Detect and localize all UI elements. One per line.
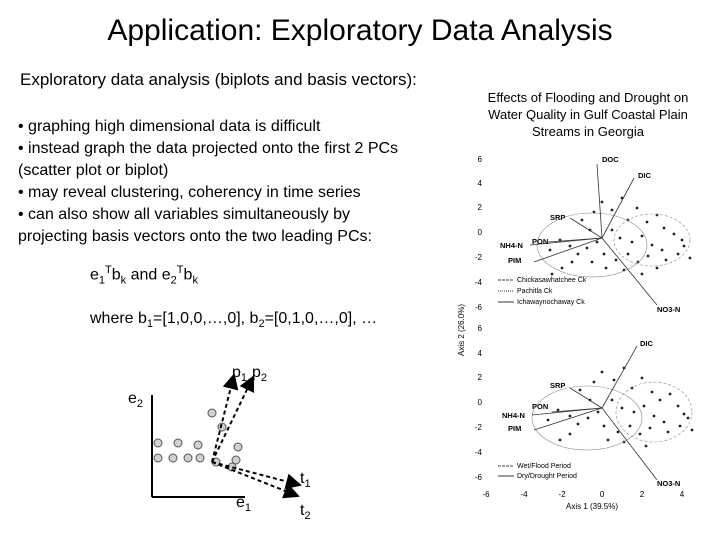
y-tick: 6 <box>477 324 482 333</box>
cluster-ellipse <box>616 382 692 442</box>
bottom-vectors <box>532 346 657 480</box>
x-tick: -4 <box>520 490 528 499</box>
bullet-item: • may reveal clustering, coherency in time series <box>18 184 361 201</box>
e2-label: $e_2$ <box>128 390 144 410</box>
y-tick: -2 <box>474 253 482 262</box>
formula-subscript: 2 <box>258 318 265 331</box>
y-tick: -4 <box>474 448 482 457</box>
t1-label: $t_1$ <box>300 470 311 490</box>
legend-entry: Pachitla Ck <box>517 288 553 295</box>
legend-entry: Ichawaynochaway Ck <box>517 299 585 306</box>
cluster-ellipse <box>537 213 647 277</box>
slide-title: Application: Exploratory Data Analysis <box>107 14 613 47</box>
formula-subscript: 1 <box>146 318 154 331</box>
vector-label: NH4-N <box>500 241 523 250</box>
figure-caption: Effects of Flooding and Drought on Water Quality in Gulf Coastal Plain Streams in Georgia <box>487 90 689 139</box>
y-tick: 2 <box>477 203 482 212</box>
slide-subtitle: Exploratory data analysis (biplots and basis vectors): <box>20 70 417 89</box>
data-point <box>184 454 192 462</box>
y-tick: -4 <box>474 278 482 287</box>
p1-label: $p_1$ <box>232 364 248 384</box>
y-tick: 0 <box>477 228 482 237</box>
t2-label: $t_2$ <box>300 502 311 522</box>
data-point <box>154 439 162 447</box>
vector-label: NO3-N <box>657 305 681 314</box>
vector-label: NH4-N <box>502 411 525 420</box>
formula-subscript: k <box>120 274 127 287</box>
bullet-item: • instead graph the data projected onto the first 2 PCs <box>18 140 399 157</box>
bullet-item: • can also show all variables simultaneously by <box>18 206 350 223</box>
legend-entry: Wet/Flood Period <box>517 463 571 470</box>
e1-label: $e_1$ <box>236 494 252 514</box>
data-points <box>154 409 242 471</box>
formula-subscript: k <box>192 274 198 287</box>
top-scatter <box>549 197 692 276</box>
bottom-y-ticks <box>475 324 483 482</box>
formula-text: b <box>183 266 193 284</box>
top-panel <box>475 155 692 314</box>
y-tick: 6 <box>477 155 482 164</box>
top-y-ticks <box>475 155 483 312</box>
formula-subscript: 1 <box>98 274 106 287</box>
x-tick: 2 <box>639 490 645 499</box>
data-point <box>169 454 177 462</box>
p1-vector <box>212 375 234 462</box>
projection-formula <box>90 264 198 287</box>
basis-definition <box>90 310 377 330</box>
t1-vector <box>212 462 300 485</box>
data-point <box>218 423 226 431</box>
t2-vector <box>212 462 298 496</box>
vector-label: PIM <box>508 256 522 265</box>
data-point <box>194 441 202 449</box>
vector-label: DIC <box>638 171 651 180</box>
formula-text: e <box>90 266 99 284</box>
legend-entry: Chickasawhatchee Ck <box>517 277 587 284</box>
x-axis-label: Axis 1 (39.5%) <box>565 502 619 511</box>
formula-text: =[1,0,0,…,0], b <box>153 310 259 327</box>
formula-text: where b <box>90 310 147 327</box>
vector-label: DOC <box>602 155 619 164</box>
cluster-ellipse <box>614 214 690 266</box>
formula-text: b <box>111 266 121 284</box>
bottom-scatter <box>547 367 694 448</box>
y-tick: 0 <box>477 398 482 407</box>
x-tick: 4 <box>679 490 685 499</box>
legend-entry: Dry/Drought Period <box>517 473 577 480</box>
formula-superscript: T <box>105 264 112 276</box>
top-legend <box>498 277 587 306</box>
p2-label: $p_2$ <box>252 364 268 384</box>
data-point <box>234 443 242 451</box>
y-tick: -6 <box>474 473 482 482</box>
y-axis-label: Axis 2 (26.0%) <box>457 303 466 357</box>
vector-label: PON <box>532 237 549 246</box>
vector-label: PIM <box>508 424 522 433</box>
x-tick: -6 <box>482 490 490 499</box>
data-point <box>196 454 204 462</box>
vector-label: SRP <box>550 213 566 222</box>
projection-diagram <box>120 355 330 530</box>
x-ticks <box>482 490 684 499</box>
biplot-figure <box>452 150 707 515</box>
bottom-legend <box>498 463 577 480</box>
p2-vector <box>212 377 253 462</box>
y-tick: -6 <box>474 303 482 312</box>
bullet-item: projecting basis vectors onto the two leading PCs: <box>18 228 372 245</box>
data-point <box>154 454 162 462</box>
data-point <box>174 439 182 447</box>
data-point <box>208 409 216 417</box>
bottom-panel <box>475 324 694 511</box>
vector-label: PON <box>532 402 549 411</box>
formula-subscript: 2 <box>170 274 177 287</box>
formula-text: =[0,1,0,…,0], … <box>264 310 378 327</box>
x-tick: -2 <box>558 490 566 499</box>
y-tick: 2 <box>477 373 482 382</box>
formula-text: and <box>126 266 162 284</box>
vector-label: NO3-N <box>657 479 681 488</box>
vector-label: DIC <box>640 339 653 348</box>
bullet-item: • graphing high dimensional data is difficult <box>18 118 321 135</box>
y-tick: 4 <box>477 179 482 188</box>
bullet-list <box>18 116 398 248</box>
formula-text: e <box>161 266 171 284</box>
formula-superscript: T <box>176 264 184 276</box>
vector-label: SRP <box>550 381 566 390</box>
bullet-item: (scatter plot or biplot) <box>18 162 169 179</box>
y-tick: -2 <box>474 423 482 432</box>
y-tick: 4 <box>477 349 482 358</box>
x-tick: 0 <box>599 490 605 499</box>
